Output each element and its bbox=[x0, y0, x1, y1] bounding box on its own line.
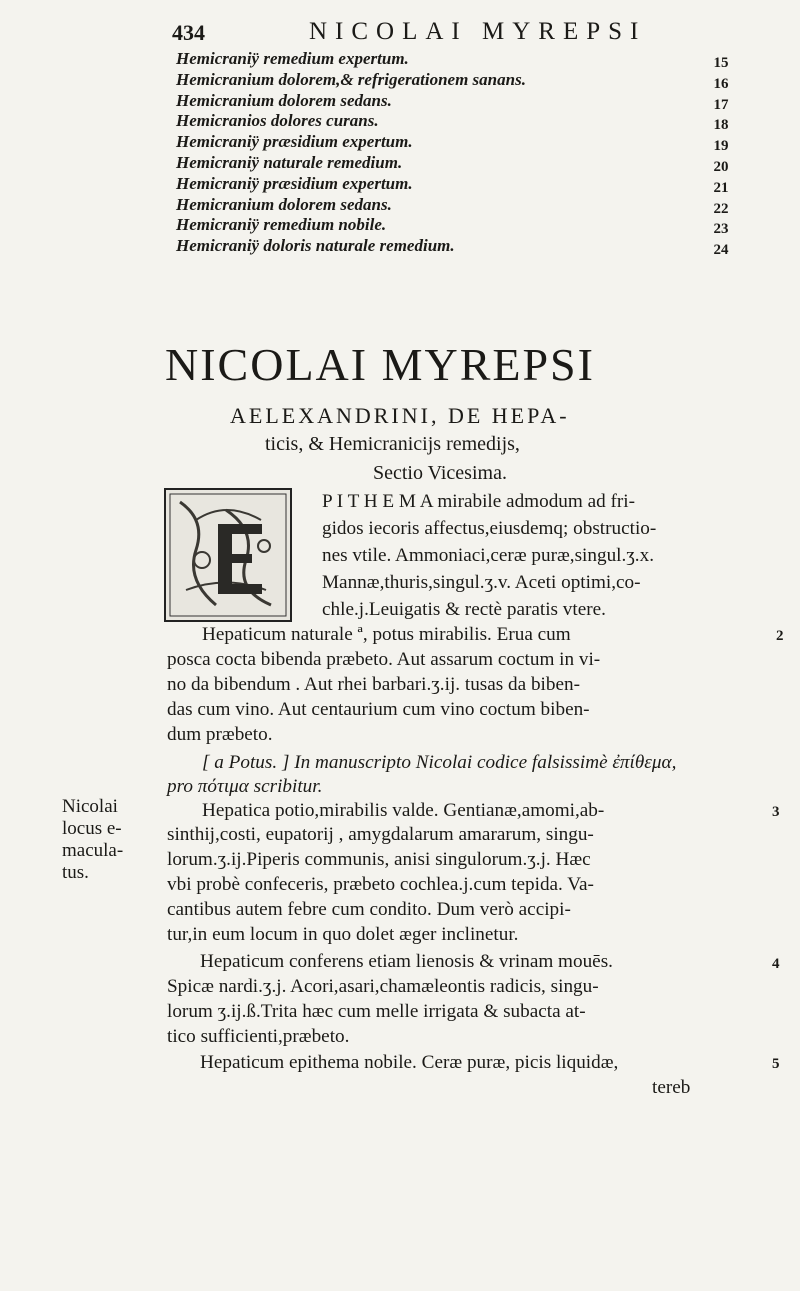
annotation-line: [ a Potus. ] In manuscripto Nicolai codice falsissimè ἐπίθεμα, bbox=[202, 752, 677, 773]
margin-note-line: tus. bbox=[62, 862, 89, 883]
text-line: lorum ʒ.ij.ß.Trita hæc cum melle irrigata & subacta at- bbox=[167, 1001, 586, 1022]
toc-item bbox=[176, 49, 736, 70]
toc-item-text: Hemicraniÿ naturale remedium. bbox=[176, 152, 403, 172]
toc-item-text: Hemicranium dolorem,& refrigerationem sanans. bbox=[176, 69, 526, 89]
toc-item bbox=[176, 111, 736, 132]
text-line: Hepaticum conferens etiam lienosis & vrinam mouēs. bbox=[200, 951, 613, 972]
text-line: das cum vino. Aut centaurium cum vino coctum biben- bbox=[167, 699, 590, 720]
text-line: nes vtile. Ammoniaci,ceræ puræ,singul.ʒ.x. bbox=[322, 545, 654, 566]
decorated-initial-e bbox=[164, 488, 292, 622]
toc-item-number: 24 bbox=[713, 242, 729, 259]
page-number: 434 bbox=[172, 20, 205, 45]
text-line: chle.j.Leuigatis & rectè paratis vtere. bbox=[322, 599, 606, 620]
text-line: Spicæ nardi.ʒ.j. Acori,asari,chamæleontis radicis, singu- bbox=[167, 976, 599, 997]
toc-item bbox=[176, 174, 736, 195]
toc-list bbox=[176, 49, 736, 257]
toc-item-number: 15 bbox=[713, 55, 729, 71]
toc-item bbox=[176, 236, 736, 257]
toc-item-text: Hemicranium dolorem sedans. bbox=[176, 194, 392, 214]
text-line: sinthij,costi, eupatorij , amygdalarum amararum, singu- bbox=[167, 824, 594, 845]
text-line: dum præbeto. bbox=[167, 724, 273, 745]
toc-item-text: Hemicraniÿ doloris naturale remedium. bbox=[176, 236, 455, 256]
text-line: tico sufficienti,præbeto. bbox=[167, 1026, 350, 1047]
text-line: Hepaticum epithema nobile. Ceræ puræ, picis liquidæ, bbox=[200, 1052, 619, 1073]
toc-item-number: 22 bbox=[713, 200, 729, 217]
text-line: Hepaticum naturale ª, potus mirabilis. Erua cum bbox=[202, 624, 571, 645]
section-subtitle: ticis, & Hemicranicijs remedijs, bbox=[265, 433, 520, 455]
toc-item-number: 21 bbox=[713, 179, 729, 196]
toc-item bbox=[176, 70, 736, 91]
text-line: P I T H E M A mirabile admodum ad fri- bbox=[322, 491, 636, 512]
margin-note-line: macula- bbox=[62, 840, 124, 861]
ornamental-initial-graphic bbox=[166, 490, 290, 620]
toc-item bbox=[176, 91, 736, 112]
toc-item-number: 17 bbox=[713, 96, 729, 113]
margin-number: 4 bbox=[772, 956, 780, 972]
section-heading: Sectio Vicesima. bbox=[373, 462, 507, 484]
section-title: NICOLAI MYREPSI bbox=[165, 339, 595, 390]
text-line: gidos iecoris affectus,eiusdemq; obstructio- bbox=[322, 518, 657, 539]
toc-item-text: Hemicraniÿ præsidium expertum. bbox=[176, 173, 413, 193]
toc-item bbox=[176, 153, 736, 174]
text-line: posca cocta bibenda præbeto. Aut assarum coctum in vi- bbox=[167, 649, 601, 670]
toc-item-number: 18 bbox=[713, 117, 729, 134]
toc-item-number: 19 bbox=[713, 138, 729, 155]
text-line: cantibus autem febre cum condito. Dum verò accipi- bbox=[167, 899, 571, 920]
margin-note bbox=[62, 796, 123, 884]
text-line: tur,in eum locum in quo dolet æger inclinetur. bbox=[167, 924, 519, 945]
toc-item-number: 16 bbox=[713, 75, 729, 92]
toc-item-text: Hemicranium dolorem sedans. bbox=[176, 90, 392, 110]
toc-item-number: 20 bbox=[713, 158, 729, 175]
text-line: vbi probè confeceris, præbeto cochlea.j.cum tepida. Va- bbox=[167, 874, 594, 895]
running-title: NICOLAI MYREPSI bbox=[309, 18, 647, 45]
text-line: lorum.ʒ.ij.Piperis communis, anisi singulorum.ʒ.j. Hæc bbox=[167, 849, 591, 870]
toc-item-text: Hemicraniÿ remedium nobile. bbox=[176, 215, 387, 235]
toc-item-text: Hemicranios dolores curans. bbox=[176, 111, 379, 131]
text-line: Hepatica potio,mirabilis valde. Gentianæ,amomi,ab- bbox=[202, 800, 605, 821]
catchword: tereb bbox=[652, 1077, 691, 1098]
text-line: no da bibendum . Aut rhei barbari.ʒ.ij. tusas da biben- bbox=[167, 674, 580, 695]
text-line: Mannæ,thuris,singul.ʒ.v. Aceti optimi,co- bbox=[322, 572, 641, 593]
toc-item-text: Hemicraniÿ remedium expertum. bbox=[176, 49, 409, 68]
margin-number: 2 bbox=[776, 628, 784, 644]
toc-item bbox=[176, 132, 736, 153]
margin-note-line: locus e- bbox=[62, 818, 122, 839]
toc-item bbox=[176, 195, 736, 216]
toc-item-number: 23 bbox=[713, 221, 729, 238]
section-subtitle: AELEXANDRINI, DE HEPA- bbox=[230, 403, 570, 428]
annotation-line: pro πότιμα scribitur. bbox=[167, 776, 323, 797]
page-header bbox=[172, 20, 712, 46]
toc-item-text: Hemicraniÿ præsidium expertum. bbox=[176, 132, 413, 152]
margin-number: 3 bbox=[772, 804, 780, 820]
margin-number: 5 bbox=[772, 1056, 780, 1072]
toc-item bbox=[176, 215, 736, 236]
margin-note-line: Nicolai bbox=[62, 796, 118, 817]
